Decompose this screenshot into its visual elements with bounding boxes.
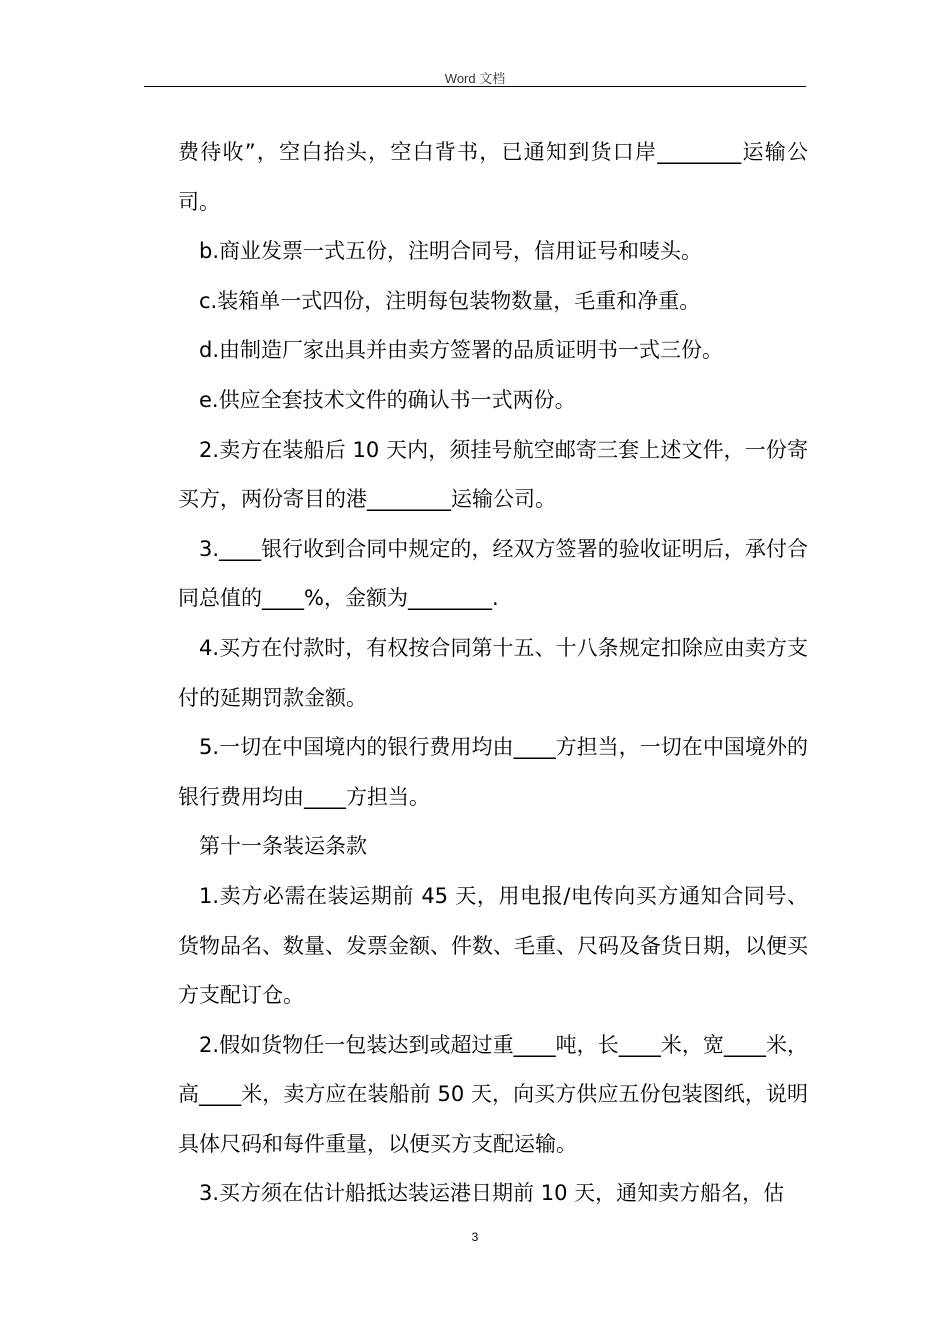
paragraph-item-3: 3.____银行收到合同中规定的，经双方签署的验收证明后，承付合同总值的____%，金额为________. [178, 536, 808, 611]
header-divider [144, 86, 806, 87]
paragraph-item-4: 4.买方在付款时，有权按合同第十五、十八条规定扣除应由卖方支付的延期罚款金额。 [178, 635, 808, 710]
page-header-title: Word 文档 [444, 71, 506, 86]
paragraph-item-e: e.供应全套技术文件的确认书一式两份。 [199, 387, 576, 412]
shipping-clause-1: 1.卖方必需在装运期前 45 天，用电报/电传向买方通知合同号、货物品名、数量、发票金额、件数、毛重、尺码及备货日期，以便买方支配订仓。 [178, 883, 808, 1008]
section-heading: 第十一条装运条款 [199, 834, 367, 859]
paragraph-continuation: 费待收”，空白抬头，空白背书，已通知到货口岸________运输公司。 [178, 140, 808, 214]
paragraph-item-d: d.由制造厂家出具并由卖方签署的品质证明书一式三份。 [199, 338, 724, 363]
shipping-clause-3: 3.买方须在估计船抵达装运港日期前 10 天，通知卖方船名，估 [199, 1181, 785, 1206]
paragraph-item-b: b.商业发票一式五份，注明合同号，信用证号和唛头。 [199, 239, 703, 264]
shipping-clause-2: 2.假如货物任一包装达到或超过重____吨，长____米，宽____米，高____米，卖方应在装船前 50 天，向买方供应五份包装图纸，说明具体尺码和每件重量，以便买方支配运输。 [178, 1032, 808, 1156]
page-number: 3 [471, 1230, 479, 1244]
paragraph-item-5: 5.一切在中国境内的银行费用均由____方担当，一切在中国境外的银行费用均由____方担当。 [178, 735, 808, 809]
paragraph-item-c: c.装箱单一式四份，注明每包装物数量，毛重和净重。 [199, 288, 701, 313]
paragraph-item-2: 2.卖方在装船后 10 天内，须挂号航空邮寄三套上述文件，一份寄买方，两份寄目的港________运输公司。 [178, 437, 808, 512]
document-body [178, 128, 808, 1219]
